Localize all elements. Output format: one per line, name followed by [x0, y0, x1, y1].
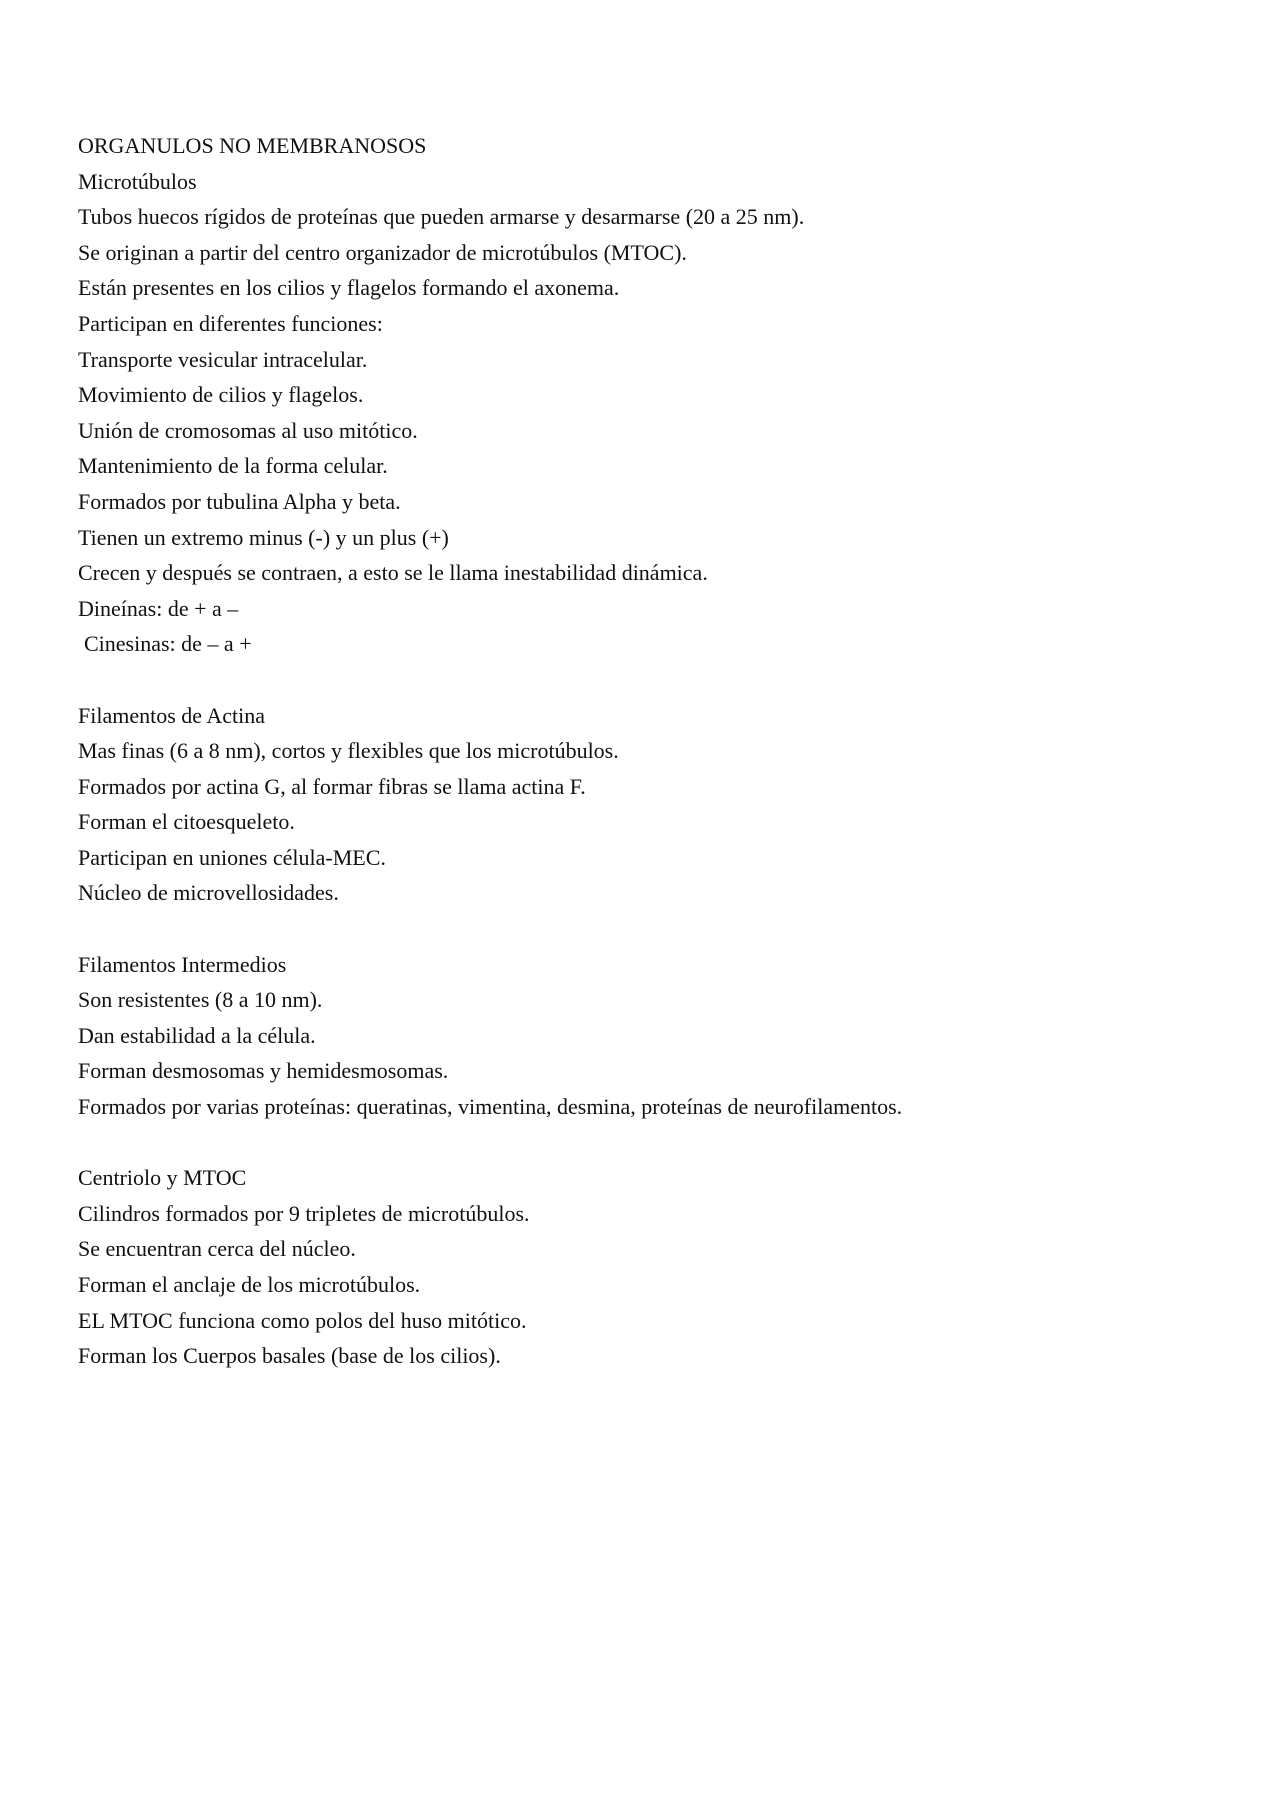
text-line: Participan en uniones célula-MEC.: [78, 844, 386, 870]
text-line: Forman el anclaje de los microtúbulos.: [78, 1272, 421, 1297]
text-line: Movimiento de cilios y flagelos.: [78, 382, 364, 408]
text-line: Dan estabilidad a la célula.: [78, 1022, 316, 1048]
blank-line: [78, 911, 1218, 947]
text-line: Tubos huecos rígidos de proteínas que pueden armarse y desarmarse (20 a 25 nm).: [78, 204, 805, 230]
text-line: Participan en diferentes funciones:: [78, 310, 383, 336]
text-line: Transporte vesicular intracelular.: [78, 346, 368, 372]
text-line: Se originan a partir del centro organizador de microtúbulos (MTOC).: [78, 239, 687, 265]
blank-line: [78, 1125, 1218, 1161]
section-heading: Filamentos de Actina: [78, 702, 265, 728]
text-line: Formados por actina G, al formar fibras se llama actina F.: [78, 773, 586, 799]
text-line: Crecen y después se contraen, a esto se le llama inestabilidad dinámica.: [78, 560, 708, 586]
section-microtubulos: [78, 128, 1218, 662]
text-line: Cilindros formados por 9 tripletes de microtúbulos.: [78, 1200, 530, 1226]
text-line: Mas finas (6 a 8 nm), cortos y flexibles que los microtúbulos.: [78, 738, 619, 764]
text-line: EL MTOC funciona como polos del huso mitótico.: [78, 1307, 527, 1333]
text-line: Tienen un extremo minus (-) y un plus (+): [78, 524, 449, 550]
document-body: [78, 128, 1218, 1374]
text-line: Cinesinas: de – a +: [84, 631, 252, 657]
text-line: Forman los Cuerpos basales (base de los cilios).: [78, 1343, 501, 1369]
text-line: Formados por varias proteínas: queratinas, vimentina, desmina, proteínas de neurofilamentos.: [78, 1094, 903, 1120]
text-line: Son resistentes (8 a 10 nm).: [78, 987, 323, 1013]
text-line: Mantenimiento de la forma celular.: [78, 453, 388, 479]
text-line: Unión de cromosomas al uso mitótico.: [78, 417, 418, 443]
blank-line: [78, 662, 1218, 698]
text-line: Formados por tubulina Alpha y beta.: [78, 488, 401, 514]
section-heading: Filamentos Intermedios: [78, 951, 287, 977]
text-line: Forman desmosomas y hemidesmosomas.: [78, 1058, 449, 1084]
text-line: Se encuentran cerca del núcleo.: [78, 1236, 356, 1262]
text-line: Núcleo de microvellosidades.: [78, 880, 339, 906]
section-centriolo: [78, 1160, 1218, 1374]
section-heading: Microtúbulos: [78, 168, 197, 194]
section-actina: [78, 698, 1218, 912]
text-line: Dineínas: de + a –: [78, 595, 239, 621]
text-line: Forman el citoesqueleto.: [78, 809, 295, 835]
text-line: Están presentes en los cilios y flagelos formando el axonema.: [78, 275, 620, 301]
section-heading: Centriolo y MTOC: [78, 1165, 247, 1191]
section-intermedios: [78, 947, 1218, 1125]
document-title: ORGANULOS NO MEMBRANOSOS: [78, 133, 427, 158]
